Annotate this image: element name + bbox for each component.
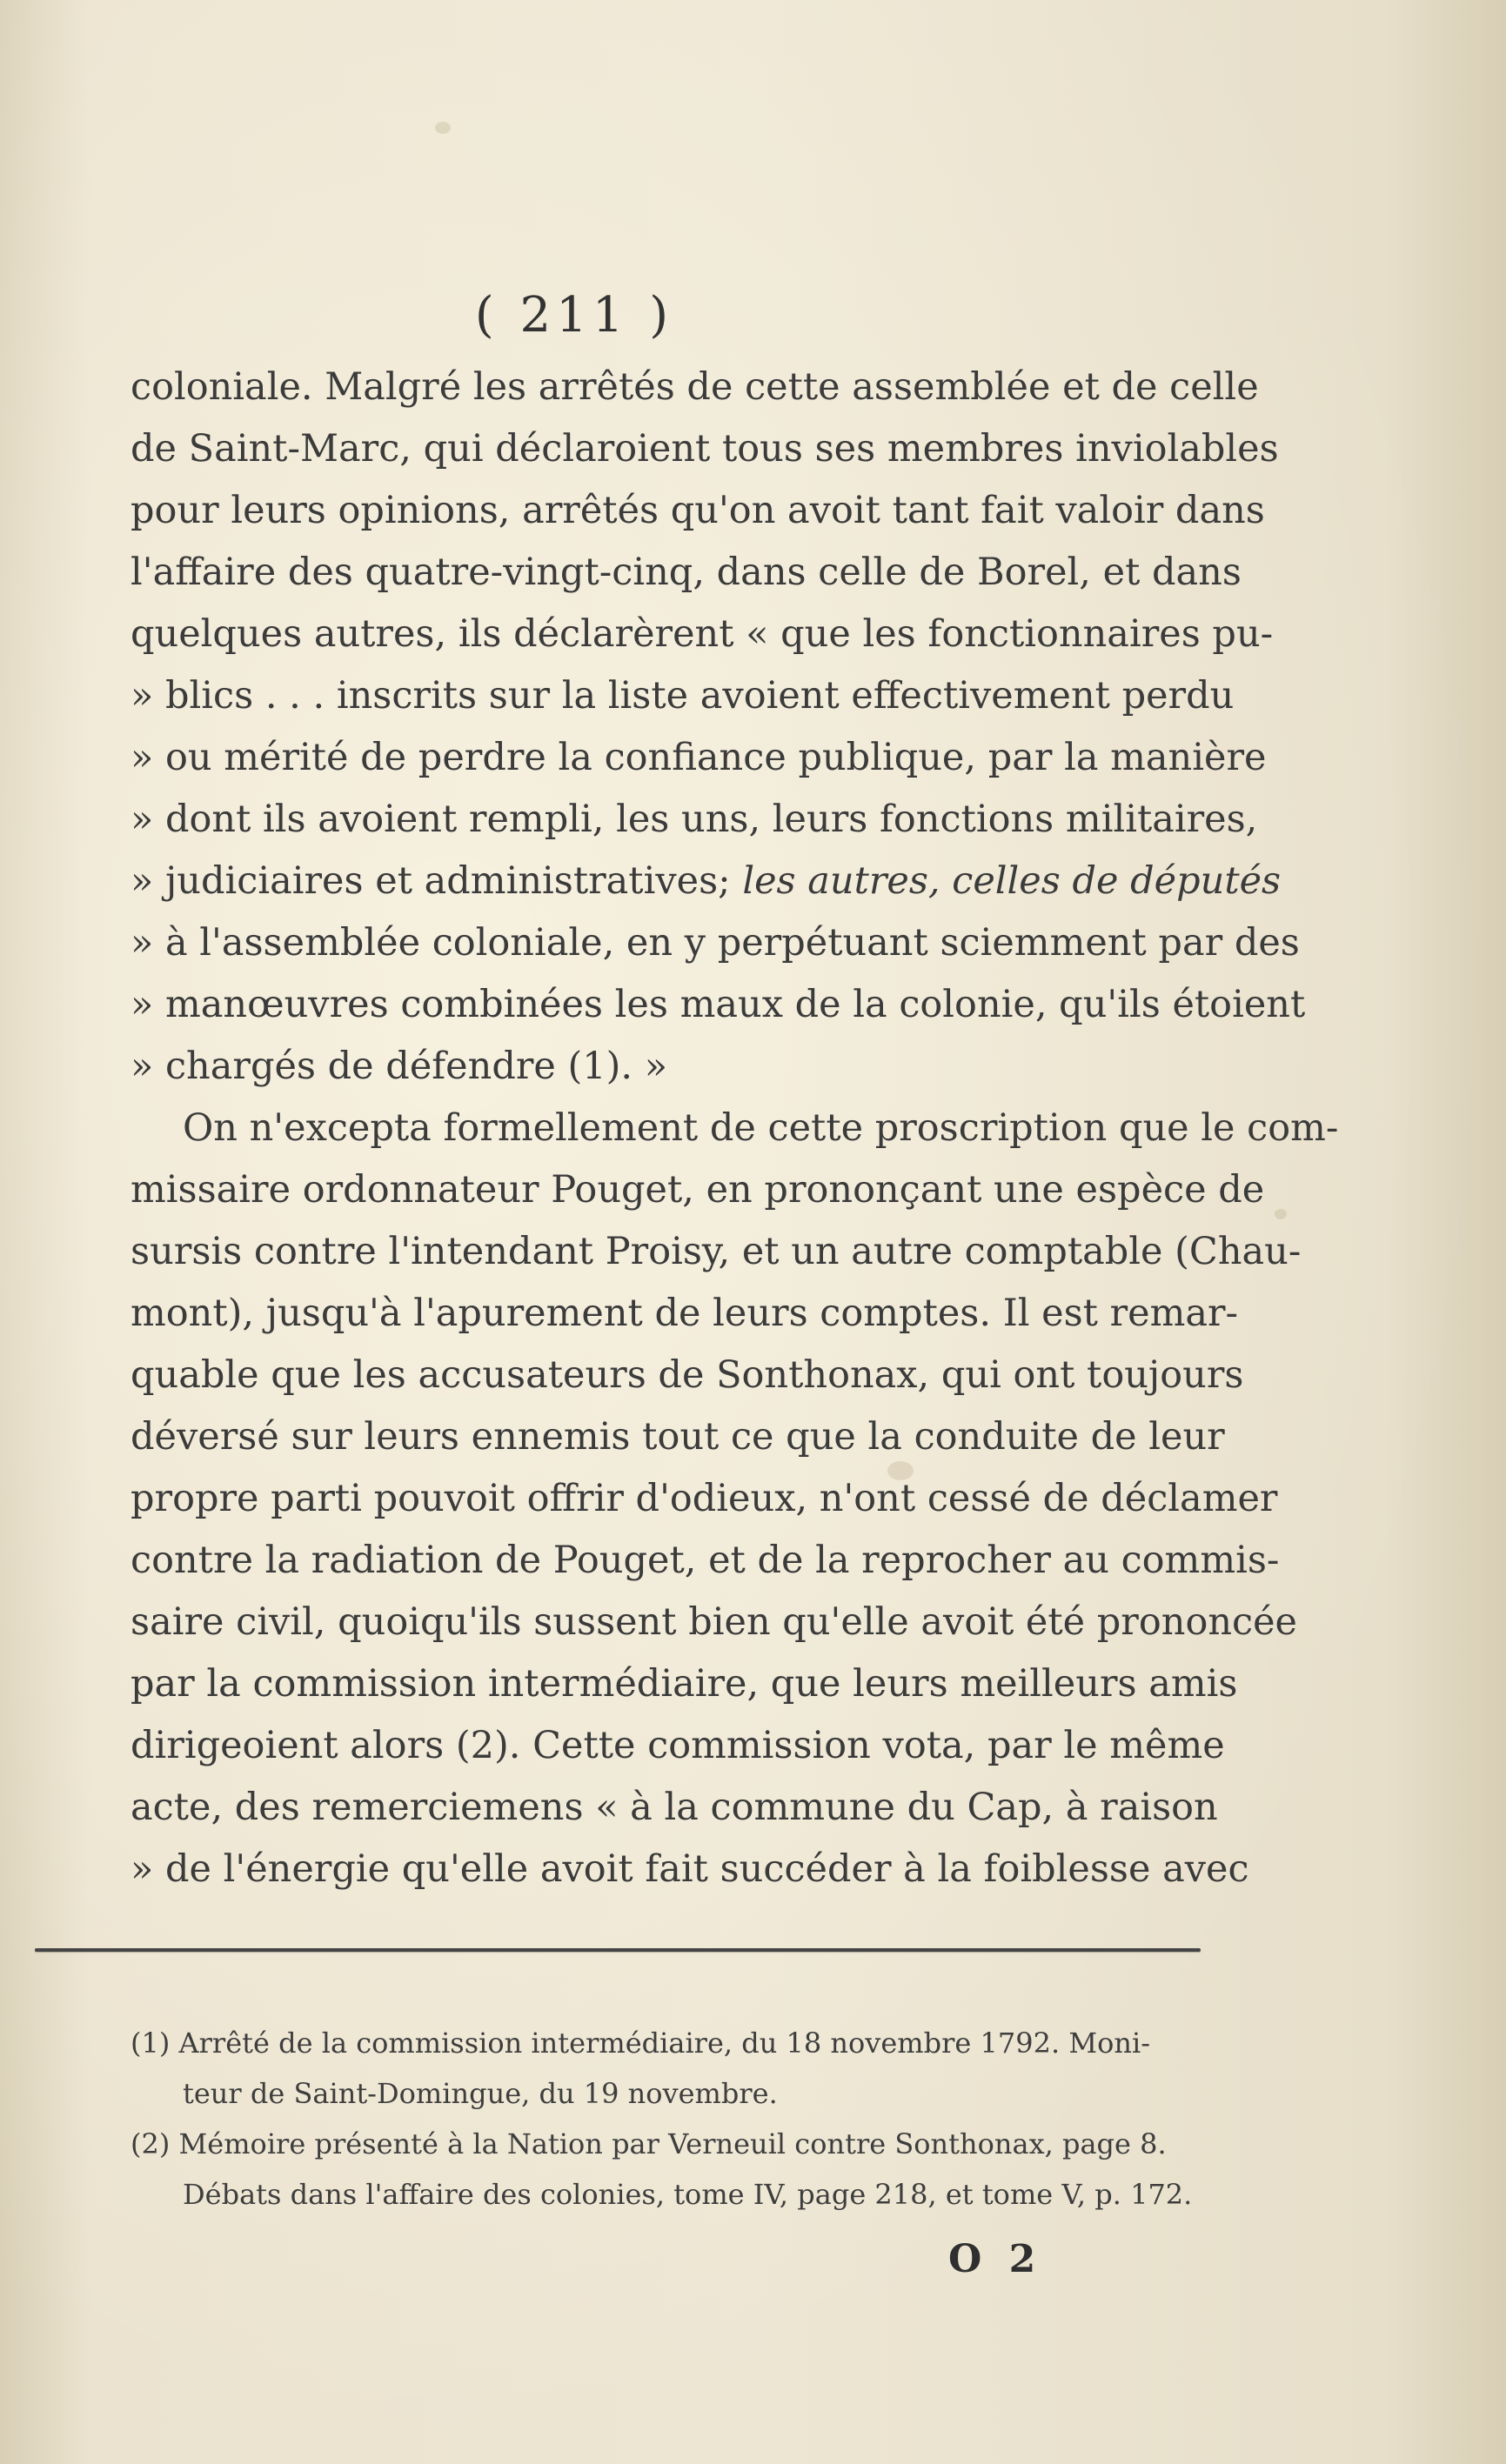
text-line: » manœuvres combinées les maux de la colonie, qu'ils étoient bbox=[131, 983, 1306, 1026]
paper-stain bbox=[435, 122, 451, 134]
footnote-line: Débats dans l'affaire des colonies, tome IV, page 218, et tome V, p. 172. bbox=[183, 2178, 1193, 2211]
page-number: ( 211 ) bbox=[474, 287, 674, 344]
text-line: saire civil, quoiqu'ils sussent bien qu'elle avoit été prononcée bbox=[131, 1600, 1297, 1644]
italic-segment: les autres, celles de députés bbox=[742, 859, 1282, 903]
text-line: » de l'énergie qu'elle avoit fait succéder à la foiblesse avec bbox=[131, 1847, 1249, 1891]
text-line: acte, des remerciemens « à la commune du Cap, à raison bbox=[131, 1786, 1218, 1829]
footnotes bbox=[131, 2018, 1205, 2220]
text-line: quelques autres, ils déclarèrent « que les fonctionnaires pu- bbox=[131, 612, 1274, 656]
text-line: de Saint-Marc, qui déclaroient tous ses membres inviolables bbox=[131, 427, 1279, 471]
text-line: déversé sur leurs ennemis tout ce que la conduite de leur bbox=[131, 1415, 1225, 1459]
text-line: propre parti pouvoit offrir d'odieux, n'ont cessé de déclamer bbox=[131, 1477, 1278, 1520]
text-line: » chargés de défendre (1). » bbox=[131, 1045, 668, 1088]
footnote-line: teur de Saint-Domingue, du 19 novembre. bbox=[183, 2077, 778, 2110]
footnote-separator bbox=[35, 1948, 1201, 1952]
text-line: coloniale. Malgré les arrêtés de cette assemblée et de celle bbox=[131, 365, 1259, 409]
text-line: On n'excepta formellement de cette proscription que le com- bbox=[183, 1106, 1339, 1150]
text-line: missaire ordonnateur Pouget, en prononçant une espèce de bbox=[131, 1168, 1265, 1212]
text-line: par la commission intermédiaire, que leurs meilleurs amis bbox=[131, 1662, 1238, 1706]
text-line: sursis contre l'intendant Proisy, et un autre comptable (Chau- bbox=[131, 1230, 1302, 1273]
text-line: quable que les accusateurs de Sonthonax, qui ont toujours bbox=[131, 1353, 1244, 1397]
text-line: » dont ils avoient rempli, les uns, leurs fonctions militaires, bbox=[131, 798, 1258, 841]
text-line-mixed bbox=[131, 851, 1282, 912]
footnote-line: (2) Mémoire présenté à la Nation par Verneuil contre Sonthonax, page 8. bbox=[131, 2127, 1167, 2160]
text-line: » ou mérité de perdre la confiance publique, par la manière bbox=[131, 736, 1267, 779]
text-line: » blics . . . inscrits sur la liste avoient effectivement perdu bbox=[131, 674, 1235, 718]
text-line: pour leurs opinions, arrêtés qu'on avoit tant fait valoir dans bbox=[131, 489, 1265, 532]
text-segment: » judiciaires et administratives; bbox=[131, 859, 731, 903]
paper-stain bbox=[1275, 1209, 1287, 1219]
text-line: l'affaire des quatre-vingt-cinq, dans celle de Borel, et dans bbox=[131, 551, 1242, 594]
text-line: dirigeoient alors (2). Cette commission vota, par le même bbox=[131, 1724, 1225, 1767]
text-line: » à l'assemblée coloniale, en y perpétuant sciemment par des bbox=[131, 921, 1300, 965]
text-line: mont), jusqu'à l'apurement de leurs comptes. Il est remar- bbox=[131, 1292, 1239, 1335]
signature-mark: O 2 bbox=[948, 2237, 1043, 2281]
main-text bbox=[131, 357, 1339, 1900]
text-line: contre la radiation de Pouget, et de la reprocher au commis- bbox=[131, 1539, 1280, 1582]
footnote-line: (1) Arrêté de la commission intermédiaire, du 18 novembre 1792. Moni- bbox=[131, 2027, 1150, 2060]
